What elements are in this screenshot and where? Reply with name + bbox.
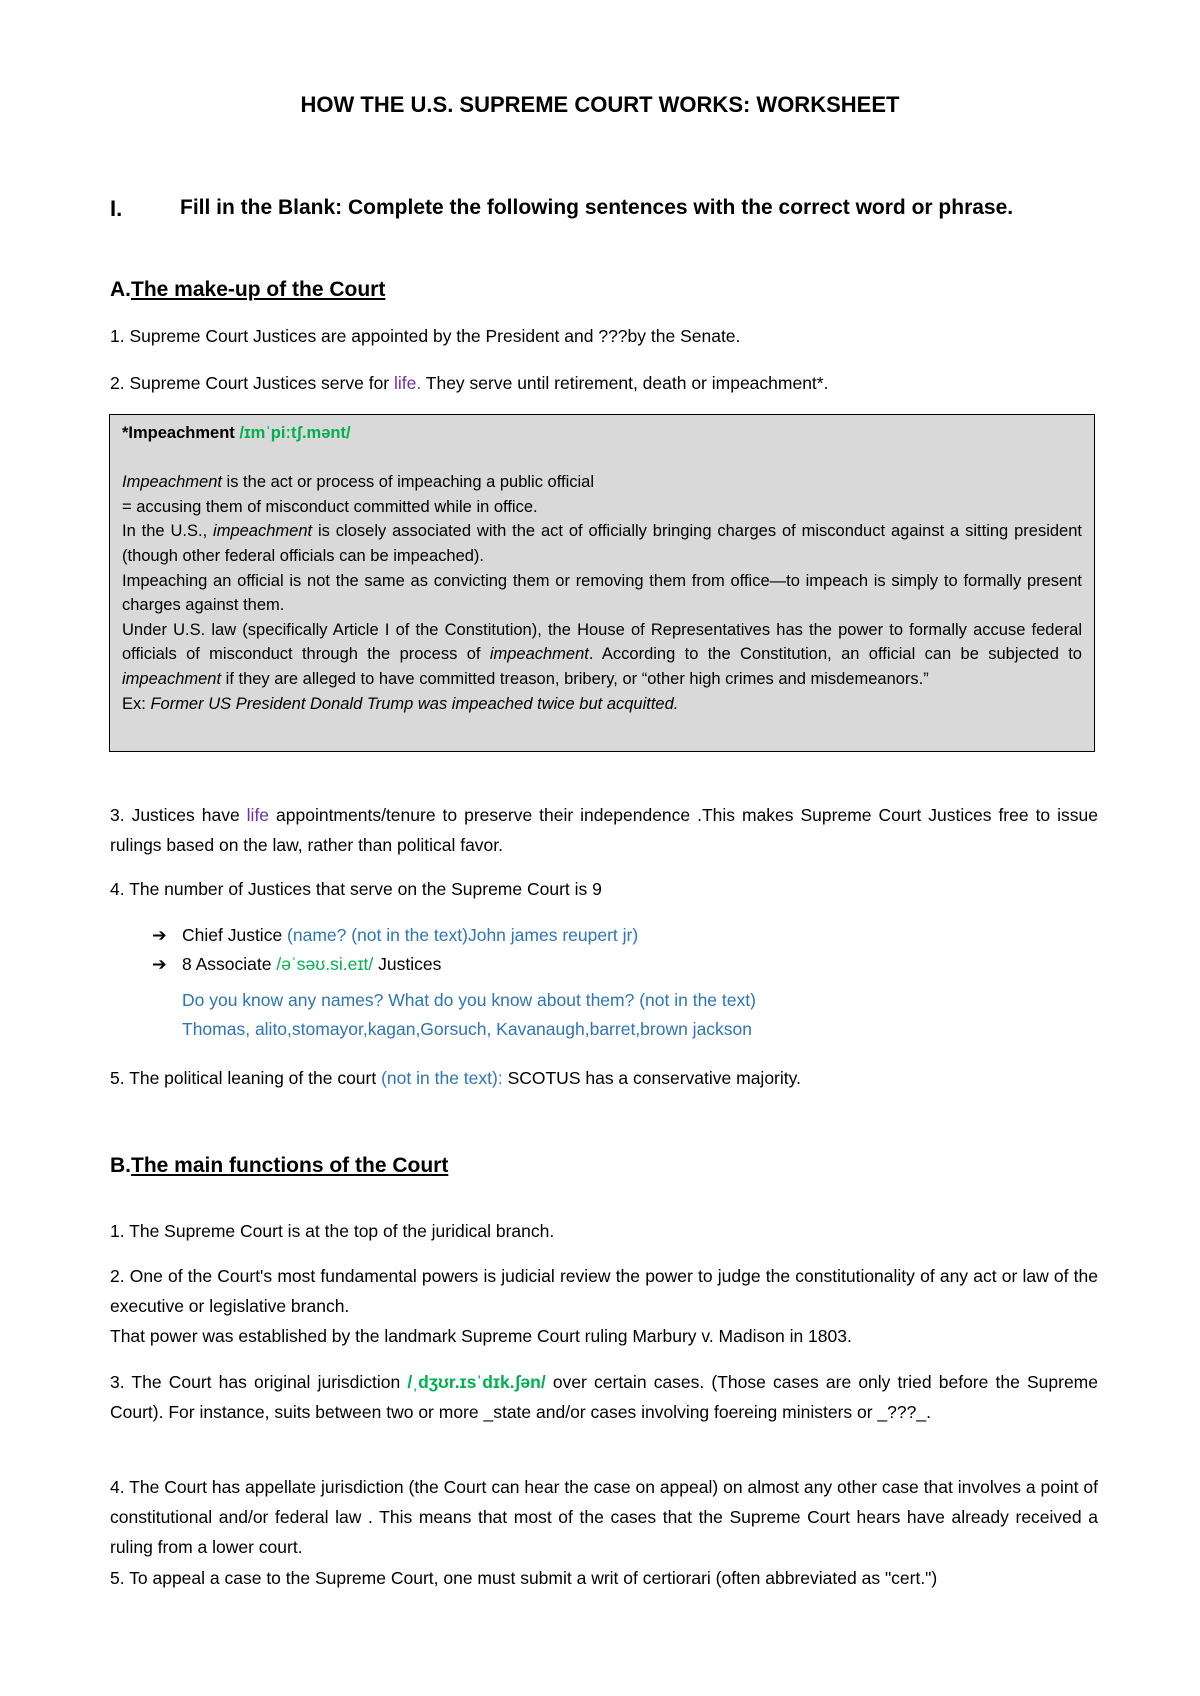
question-b1: 1. The Supreme Court is at the top of the juridical branch. [110, 1221, 555, 1241]
box-law-mid: . According to the Constitution, an official can be subjected to [588, 645, 1082, 664]
part-a-letter: A. [110, 278, 131, 301]
part-b-letter: B. [110, 1154, 131, 1177]
box-heading [122, 421, 1082, 446]
box-law-term-2: impeachment [122, 669, 222, 688]
box-line-us [122, 519, 1082, 568]
question-a5-note: (not in the text): [381, 1068, 503, 1088]
associate-ipa: /əˈsəʊ.si.eɪt/ [276, 954, 374, 974]
box-law-post: if they are alleged to have committed treason, bribery, or “other high crimes and misdemeanors.” [221, 669, 929, 688]
question-a4: 4. The number of Justices that serve on the Supreme Court is 9 [110, 879, 602, 899]
box-us-post: is closely associated with the act of officially bringing charges of misconduct against a sitting president (though other federal officials can be impeached). [122, 522, 1082, 565]
section-instructions: Fill in the Blank: Complete the following sentences with the correct word or phrase. [180, 196, 1014, 219]
question-b5: 5. To appeal a case to the Supreme Court, one must submit a writ of certiorari (often abbreviated as "cert.") [110, 1568, 938, 1588]
box-us-term: impeachment [213, 522, 313, 541]
question-a2 [110, 368, 828, 398]
question-a1: 1. Supreme Court Justices are appointed by the President and ???by the Senate. [110, 326, 741, 346]
box-example-text: Former US President Donald Trump was impeached twice but acquitted. [150, 694, 679, 713]
question-a5 [110, 1063, 801, 1093]
part-a-heading [110, 278, 385, 302]
box-term: Impeachment [122, 473, 222, 492]
impeachment-definition-box [109, 414, 1095, 752]
question-a3-rest: appointments/tenure to preserve their independence .This makes Supreme Court Justices free to issue rulings based on the law, rather than political favor. [110, 805, 1098, 855]
names-question: Do you know any names? What do you know about them? (not in the text) [182, 990, 756, 1010]
chief-justice-answer: (name? (not in the text)John james reupert jr) [287, 925, 639, 945]
question-a5-answer: SCOTUS has a conservative majority. [502, 1068, 801, 1088]
question-b2-followup: That power was established by the landmark Supreme Court ruling Marbury v. Madison in 1803. [110, 1326, 852, 1346]
box-definition-text: is the act or process of impeaching a public official [221, 473, 595, 492]
bullet-associate-justices [152, 949, 441, 979]
question-a5-text: 5. The political leaning of the court [110, 1068, 382, 1088]
arrow-right-icon: ➔ [152, 925, 167, 945]
box-line-accusing: = accusing them of misconduct committed while in office. [122, 497, 538, 516]
section-number: I. [110, 196, 123, 221]
question-b4: 4. The Court has appellate jurisdiction (the Court can hear the case on appeal) on almost any other case that involves a point of constitutional and/or federal law . This means that most of the cases that the Supreme Court hears have already received a ruling from a lower court. [110, 1477, 1098, 1557]
question-b3-ipa: /ˌdʒʊr.ɪsˈdɪk.ʃən/ [407, 1372, 546, 1392]
question-b2: 2. One of the Court's most fundamental powers is judicial review the power to judge the constitutionality of any act or law of the executive or legislative branch. [110, 1266, 1098, 1316]
box-example-label: Ex: [122, 694, 151, 713]
box-law-pre: Under U.S. law (specifically Article I of the Constitution), the House of Representatives has the power to formally accuse federal officials of misconduct through the process of [122, 620, 1082, 664]
part-b-heading [110, 1154, 448, 1178]
box-heading-word: *Impeachment [122, 424, 240, 442]
question-a2-text: 2. Supreme Court Justices serve for [110, 373, 394, 393]
question-b3-rest: over certain cases. (Those cases are only tried before the Supreme Court). For instance, suits between two or more _state and/or cases involving foereing ministers or _???_. [110, 1372, 1098, 1422]
arrow-right-icon: ➔ [152, 954, 167, 974]
question-b3 [110, 1367, 1098, 1427]
question-a2-answer: life. [394, 373, 422, 393]
box-line-not-same: Impeaching an official is not the same as convicting them or removing them from office—to impeach is simply to formally present charges against them. [122, 571, 1082, 615]
question-a2-rest: They serve until retirement, death or impeachment*. [421, 373, 829, 393]
question-a3-text: 3. Justices have [110, 805, 247, 825]
associate-label: 8 Associate [182, 954, 277, 974]
box-line-law [122, 618, 1082, 692]
box-law-term: impeachment [489, 645, 589, 664]
chief-justice-label: Chief Justice [182, 925, 288, 945]
part-b-title: The main functions of the Court [131, 1154, 449, 1177]
page-title: HOW THE U.S. SUPREME COURT WORKS: WORKSHEET [300, 92, 900, 117]
question-a3 [110, 800, 1098, 860]
box-us-pre: In the U.S., [122, 522, 214, 541]
names-answer: Thomas, alito,stomayor,kagan,Gorsuch, Kavanaugh,barret,brown jackson [182, 1019, 753, 1039]
question-b3-text: 3. The Court has original jurisdiction [110, 1372, 408, 1392]
question-a3-answer: life [246, 805, 270, 825]
bullet-chief-justice [152, 920, 638, 950]
box-heading-ipa: /ɪmˈpiːtʃ.mənt/ [239, 424, 351, 442]
associate-justices-label: Justices [373, 954, 442, 974]
part-a-title: The make-up of the Court [131, 278, 386, 301]
box-line-example [122, 692, 1082, 717]
box-line-definition [122, 470, 1082, 495]
